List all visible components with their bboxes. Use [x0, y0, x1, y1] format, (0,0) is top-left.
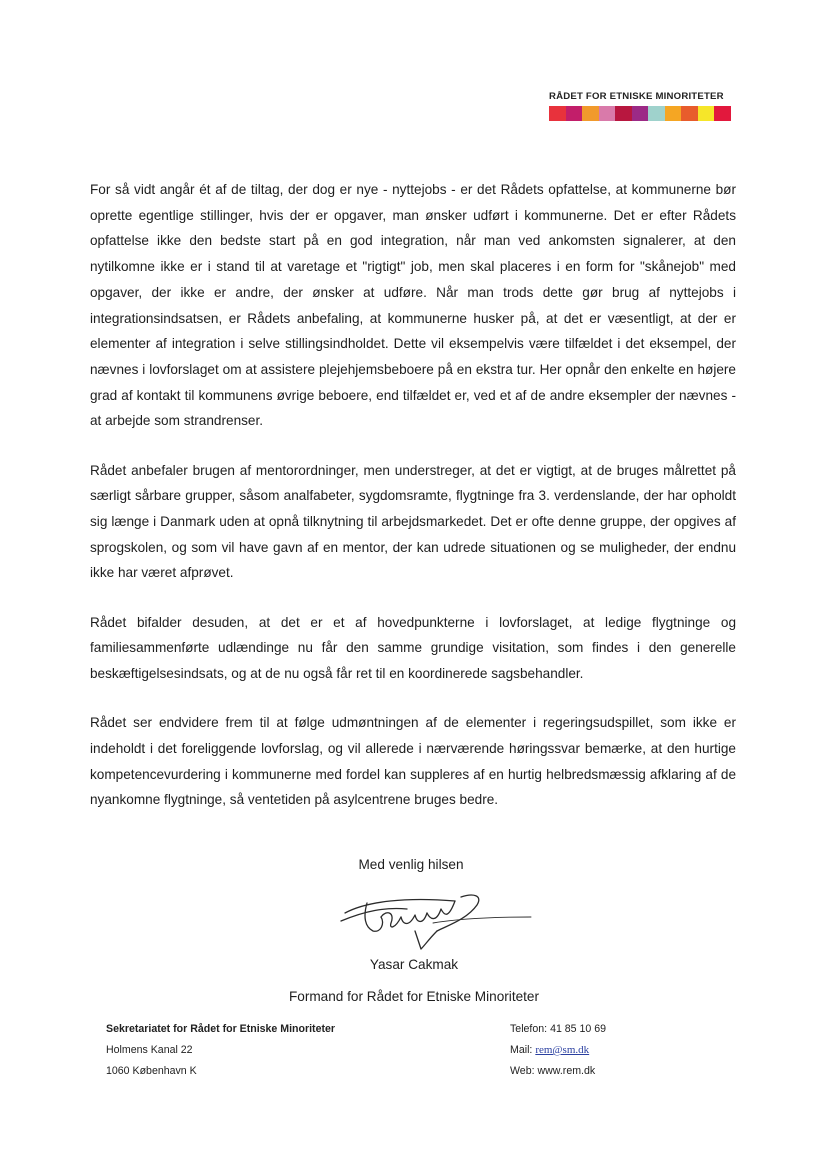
- logo-color-bar: [549, 106, 731, 121]
- logo-color-swatch: [648, 106, 665, 121]
- body-paragraph: For så vidt angår ét af de tiltag, der dog er nye - nyttejobs - er det Rådets opfattelse, at kommunerne bør oprette egentlige stillinger, hvis der er opgaver, man ønsker udført i kommunerne. Det er efter Rådets opfattelse ikke den bedste start på en god integration, når man ved ankomsten signalerer, at den nytilkomne ikke er i stand til at varetage et "rigtigt" job, men skal placeres i en form for "skånejob" med opgaver, der ikke er andre, der ønsker at udføre. Når man trods dette gør brug af nyttejobs i integrationsindsatsen, er Rådets anbefaling, at kommunerne husker på, at det er væsentligt, at der er elementer af integration i selve stillingsindholdet. Dette vil eksempelvis være tilfældet i det eksempel, der nævnes i lovforslaget om at assistere plejehjemsbeboere på en ekstra tur. Her opnår den enkelte en højere grad af kontakt til kommunens øvrige beboere, end tilfældet er, ved et af de andre eksempler der nævnes - at arbejde som strandrenser.: [90, 182, 736, 429]
- phone-line: [510, 1019, 606, 1040]
- phone-number: 41 85 10 69: [550, 1023, 607, 1035]
- closing-greeting: Med venlig hilsen: [358, 857, 464, 872]
- signature-image: [337, 887, 537, 955]
- web-address: www.rem.dk: [537, 1065, 596, 1077]
- letter-body: [90, 177, 736, 836]
- logo-color-swatch: [632, 106, 649, 121]
- footer-address: [106, 1019, 335, 1082]
- body-paragraph: Rådet bifalder desuden, at det er et af hovedpunkterne i lovforslaget, at ledige flygtninge og familiesammenførte udlændinge nu får den samme grundige visitation, som findes i den generelle beskæftigelsesindsats, og at de nu også får ret til en koordinerede sagsbehandler.: [90, 614, 736, 681]
- web-label: Web:: [510, 1065, 535, 1077]
- logo-color-swatch: [549, 106, 566, 121]
- postal-city: 1060 København K: [106, 1065, 197, 1077]
- logo-color-swatch: [665, 106, 682, 121]
- street-address: Holmens Kanal 22: [106, 1044, 193, 1056]
- logo-color-swatch: [681, 106, 698, 121]
- logo-color-swatch: [615, 106, 632, 121]
- mail-label: Mail:: [510, 1044, 533, 1056]
- logo-color-swatch: [582, 106, 599, 121]
- phone-label: Telefon:: [510, 1023, 548, 1035]
- letterhead: [549, 91, 731, 121]
- body-paragraph: Rådet ser endvidere frem til at følge udmøntningen af de elementer i regeringsudspillet, som ikke er indeholdt i det foreliggende lovforslag, og vil allerede i nærværende høringssvar bemærke, at den hurtige kompetencevurdering i kommunerne med fordel kan suppleres af en hurtig helbredsmæssig afklaring af de nyankomne flygtninge, så ventetiden på asylcentrene bruges bedre.: [90, 715, 736, 808]
- org-name: RÅDET FOR ETNISKE MINORITETER: [549, 91, 724, 102]
- body-paragraph: Rådet anbefaler brugen af mentorordninger, men understreger, at det er vigtigt, at de bruges målrettet på særligt sårbare grupper, såsom analfabeter, sygdomsramte, flygtninge fra 3. verdenslande, der har opholdt sig længe i Danmark uden at opnå tilknytning til arbejdsmarkedet. Det er ofte denne gruppe, der opgives af sprogskolen, og som vil have gavn af en mentor, der kan udrede situationen og se muligheder, der endnu ikke har været afprøvet.: [90, 462, 736, 581]
- logo-color-swatch: [566, 106, 583, 121]
- secretariat-name: Sekretariatet for Rådet for Etniske Minoriteter: [106, 1023, 336, 1035]
- mail-link[interactable]: rem@sm.dk: [535, 1044, 590, 1056]
- signer-title: Formand for Rådet for Etniske Minoriteter: [288, 989, 540, 1004]
- footer-contact: [510, 1019, 606, 1082]
- logo-color-swatch: [698, 106, 715, 121]
- web-line: [510, 1061, 606, 1082]
- logo-color-swatch: [599, 106, 616, 121]
- mail-line: [510, 1040, 606, 1061]
- signer-name: Yasar Cakmak: [369, 957, 459, 972]
- logo-color-swatch: [714, 106, 731, 121]
